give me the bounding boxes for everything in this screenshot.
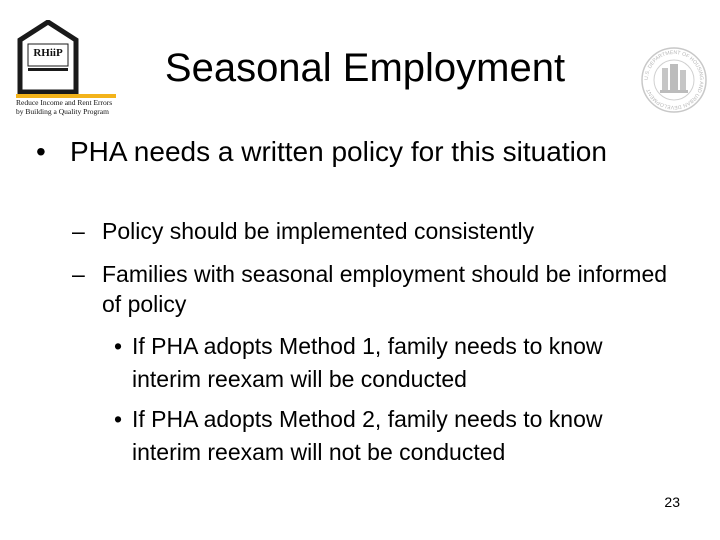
- bullet-marker: •: [114, 333, 123, 359]
- hud-seal-icon: [640, 46, 708, 114]
- bullet-level2: [72, 259, 682, 319]
- bullet-level3: [114, 403, 674, 469]
- logo-wordmark: RHiiP: [33, 47, 63, 59]
- bullet-level3: [114, 330, 674, 396]
- bullet-text: If PHA adopts Method 2, family needs to know interim reexam will not be conducted: [132, 406, 603, 465]
- rhiip-logo: [16, 20, 120, 116]
- dash-marker: –: [72, 261, 85, 287]
- bullet-text: Policy should be implemented consistently: [102, 218, 535, 244]
- bullet-text: PHA needs a written policy for this situation: [70, 136, 607, 167]
- bullet-text: Families with seasonal employment should be informed of policy: [102, 261, 668, 317]
- bullet-level1: [36, 134, 646, 170]
- bullet-marker: •: [114, 406, 123, 432]
- seal-text: U.S. DEPARTMENT OF HOUSING AND URBAN DEVELOPMENT: [643, 49, 705, 111]
- logo-tagline: Reduce Income and Rent Errors by Building a Quality Program: [16, 98, 113, 116]
- bullet-level2: [72, 216, 682, 246]
- dash-marker: –: [72, 218, 85, 244]
- page-number: 23: [664, 494, 680, 510]
- bullet-text: If PHA adopts Method 1, family needs to know interim reexam will be conducted: [132, 333, 603, 392]
- slide-title: Seasonal Employment: [164, 46, 566, 90]
- bullet-marker: •: [36, 136, 46, 167]
